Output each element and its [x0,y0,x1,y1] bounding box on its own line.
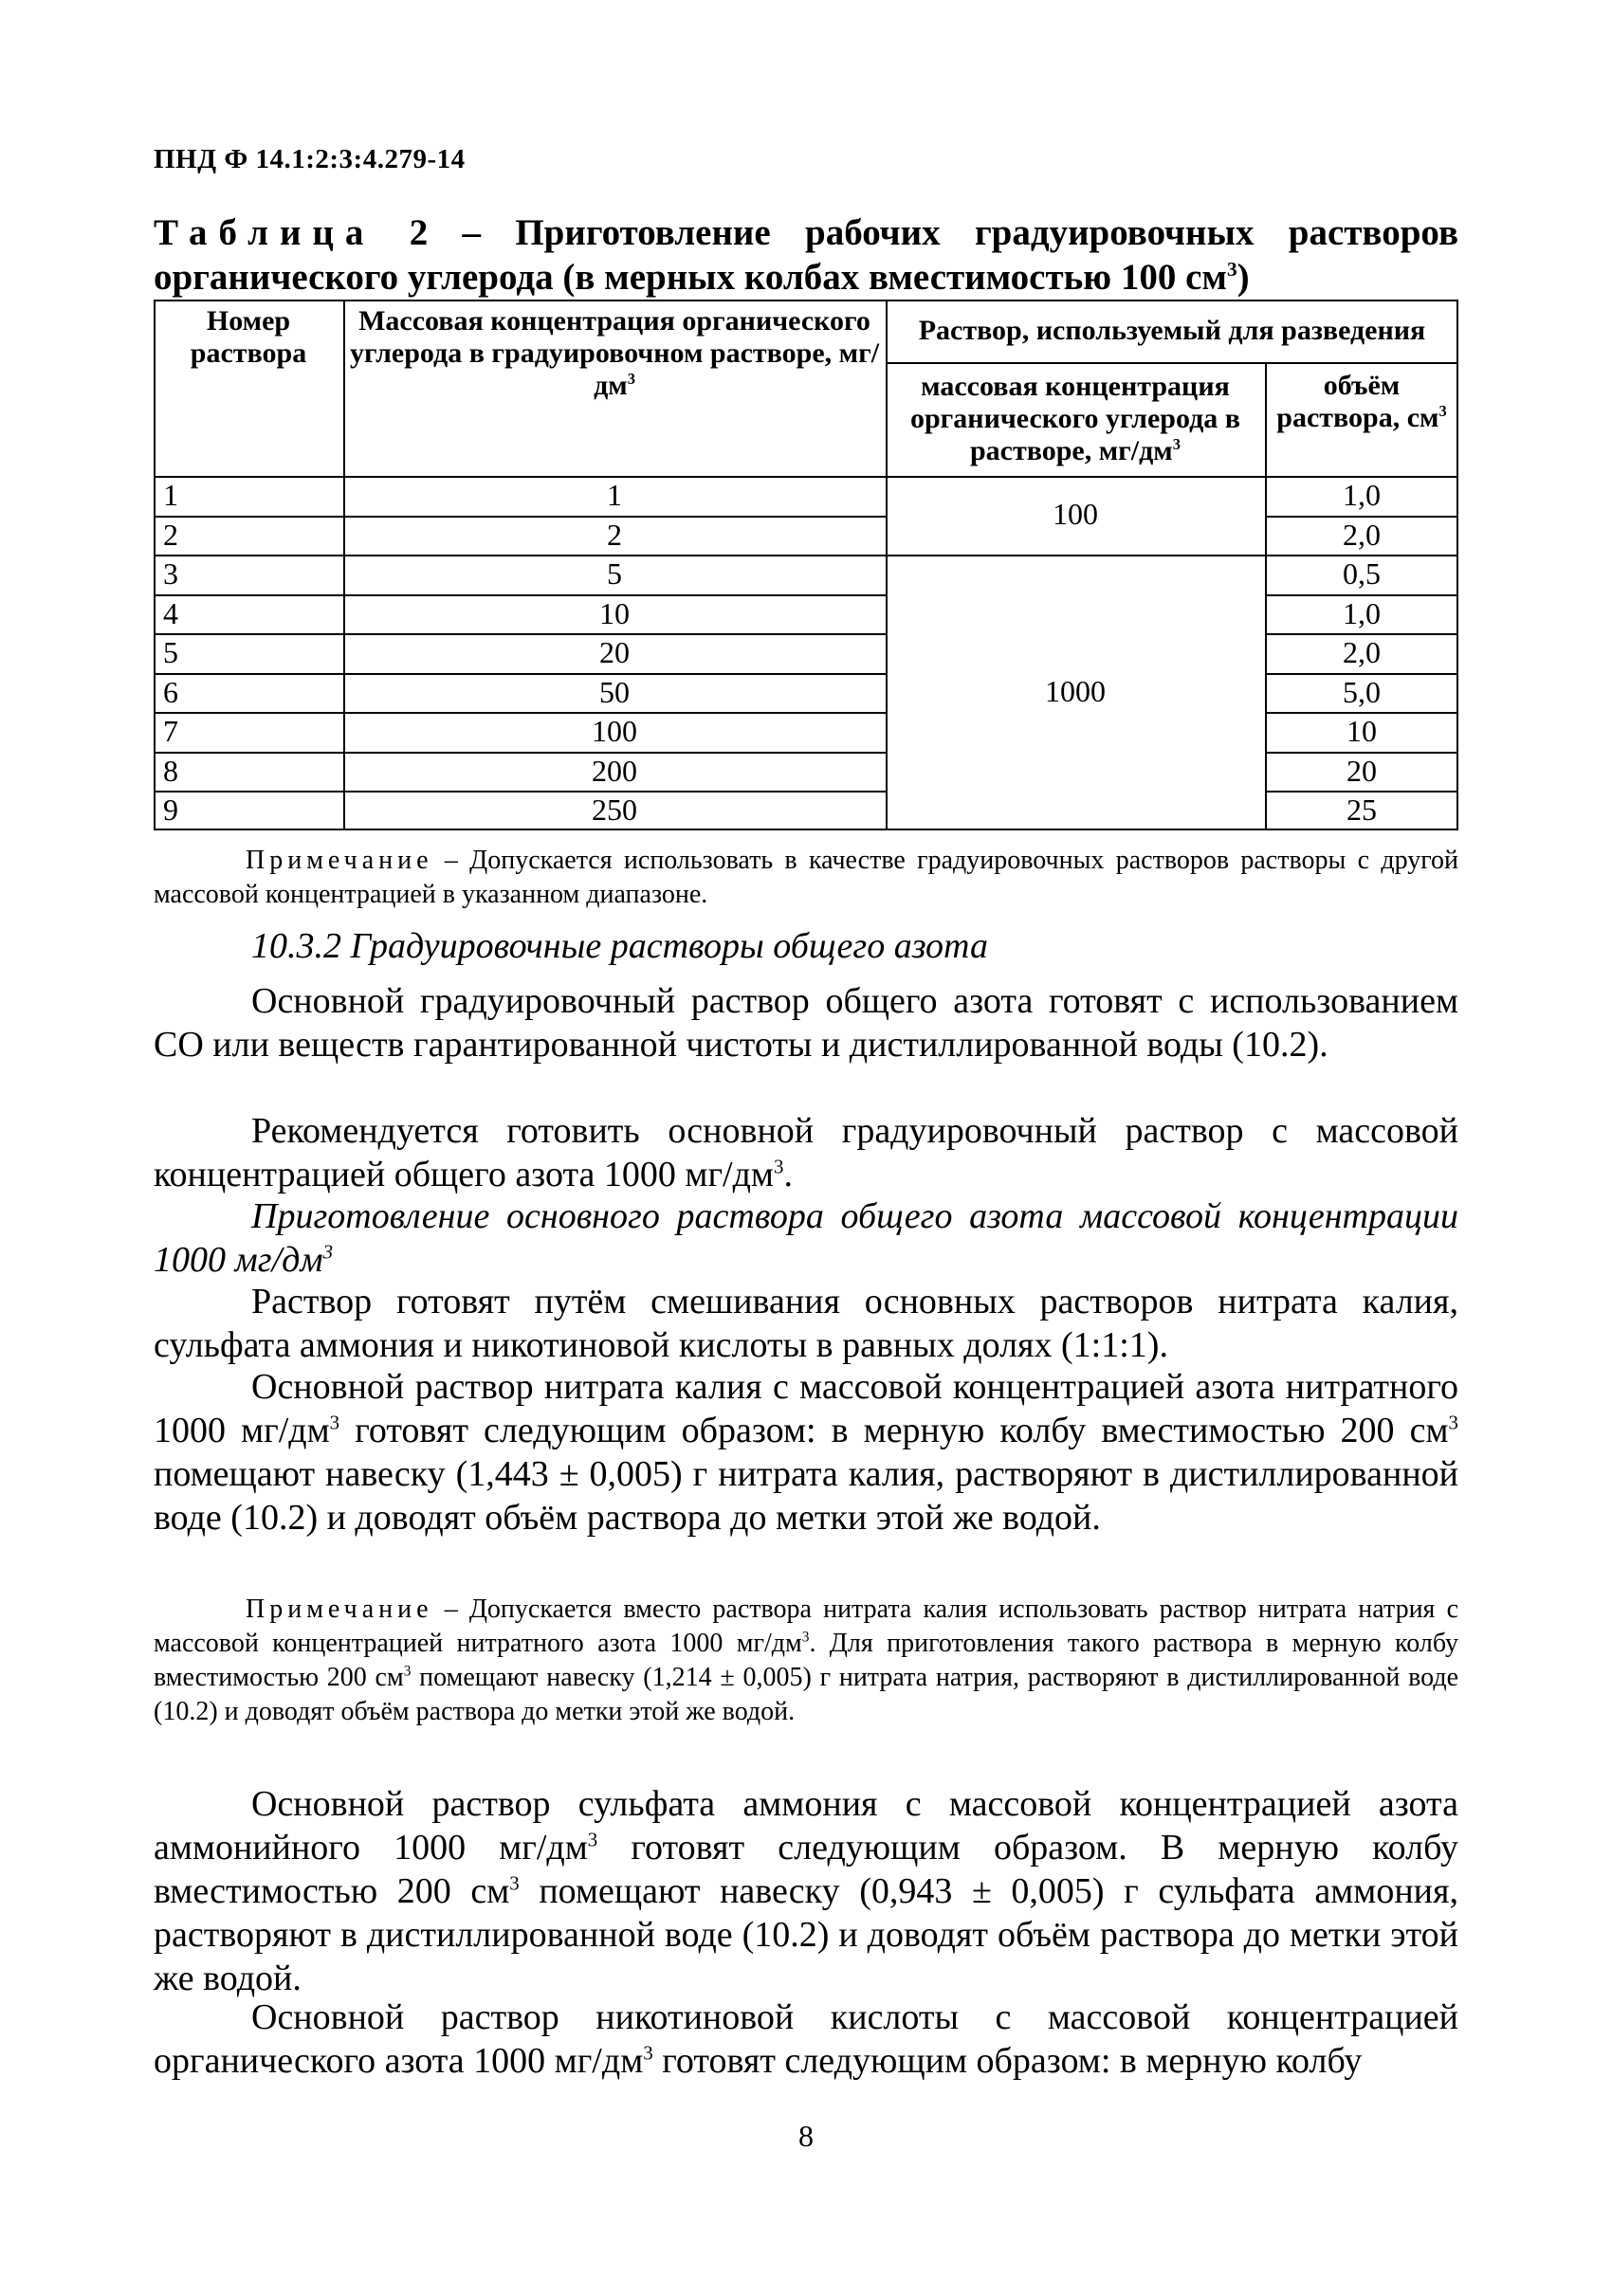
row-divider [154,673,886,675]
col-header-concentration [343,300,886,476]
paragraph-4-text-b: готовят следующим образом: в мерную колбу вместимостью 200 см [339,1411,1449,1450]
paragraph-2-end: . [783,1155,793,1194]
document-header: ПНД Ф 14.1:2:3:4.279-14 [154,144,466,174]
note-1-text: – Допускается использовать в качестве градуировочных растворов растворы с другой массовой концентрацией в указанном диапазоне. [154,846,1458,909]
row-volume-cell: 1,0 [1343,478,1381,513]
merged-cell-1000-text: 1000 [1045,673,1106,708]
italic-subheading-text: Приготовление основного раствора общего азота массовой концентрации 1000 мг/дм [154,1196,1458,1280]
row-divider [154,752,886,754]
row-concentration-cell: 20 [599,635,630,670]
row-volume-cell: 0,5 [1343,556,1381,592]
row-divider [1265,555,1458,556]
row-divider [154,791,886,793]
col-header-number [154,300,343,476]
row-divider [1265,752,1458,754]
row-divider [1265,673,1458,675]
col-header-volume [1265,362,1458,476]
note-1-label: Примечание [246,846,433,875]
paragraph-2-text: Рекомендуется готовить основной градуировочный раствор с массовой концентрацией общего азота 1000 мг/дм [154,1111,1458,1194]
page-number: 8 [798,2119,814,2153]
superscript: 3 [801,1629,810,1646]
row-divider [154,594,886,596]
paragraph-5-text-a: Основной раствор сульфата аммония с массовой концентрацией азота аммонийного 1000 мг/дм [154,1784,1458,1868]
row-number-cell: 8 [163,753,178,788]
superscript: 3 [329,1411,340,1434]
italic-subheading [154,1194,1458,1282]
paragraph-1: Основной градуировочный раствор общего азота готовят с использованием СО или веществ гарантированной чистоты и дистиллированной воды (10.2). [154,981,1458,1065]
merged-cell-100-text: 100 [1053,496,1098,531]
col-header-stock-concentration-text [886,371,1265,467]
col-header-number-text: Номер раствора [190,305,307,369]
superscript: 3 [773,1155,784,1178]
col-header-stock-concentration [886,362,1265,476]
row-concentration-cell: 2 [607,517,622,552]
row-divider [886,555,1265,556]
paragraph-6-text-a: Основной раствор никотиновой кислоты с массовой концентрацией органического азота 1000 мг/дм [154,1997,1458,2081]
superscript: 3 [509,1871,520,1895]
table-border-top [154,300,1458,301]
calibration-table [154,300,1458,830]
table-caption-word: Таблица [154,212,376,253]
header-divider [886,362,1458,364]
row-number-cell: 5 [163,635,178,670]
row-volume-cell: 25 [1346,793,1377,828]
paragraph-2 [154,1109,1458,1196]
paragraph-6 [154,1995,1458,2083]
paragraph-3: Раствор готовят путём смешивания основных растворов нитрата калия, сульфата аммония и никотиновой кислоты в равных долях (1:1:1). [154,1282,1458,1365]
group-header-dilution-text: Раствор, используемый для разведения [918,315,1426,346]
row-divider [1265,516,1458,518]
row-volume-cell: 2,0 [1343,517,1381,552]
column-divider [1265,362,1267,830]
note-2-label: Примечание [246,1594,433,1624]
col-header-stock-label: массовая концентрация органического углерода в растворе, мг/дм [909,371,1240,466]
section-heading: 10.3.2 Градуировочные растворы общего азота [251,926,988,966]
row-divider [154,555,886,556]
note-2-text-c: помещают навеску (1,214 ± 0,005) г нитрата натрия, растворяют в дистиллированной воде (10.2) и доводят объём раствора до метки этой же водой. [154,1663,1458,1726]
row-volume-cell: 2,0 [1343,635,1381,670]
row-concentration-cell: 1 [607,478,622,513]
row-divider [1265,791,1458,793]
header-bottom-divider [154,476,1458,478]
col-header-volume-label: объём раствора, см [1276,370,1439,433]
row-volume-cell: 20 [1346,753,1377,788]
superscript: 3 [403,1663,412,1680]
superscript: 3 [322,1240,334,1264]
row-number-cell: 1 [163,478,178,513]
table-caption-title: 2 – Приготовление рабочих градуировочных растворов [409,212,1459,253]
superscript: 3 [587,1828,598,1851]
paragraph-5 [154,1782,1458,2000]
row-concentration-cell: 5 [607,556,622,592]
table-caption-text: органического углерода (в мерных колбах вместимостью 100 см [154,257,1227,298]
row-number-cell: 2 [163,517,178,552]
table-caption-end: ) [1236,257,1250,298]
row-number-cell: 6 [163,674,178,709]
paragraph-5-text-c: помещают навеску (0,943 ± 0,005) г сульфата аммония, растворяют в дистиллированной воде (10.2) и доводят объём раствора до метки этой же водой. [154,1871,1458,1998]
col-header-concentration-text [343,305,886,402]
merged-cell-1000 [886,552,1265,830]
row-number-cell: 7 [163,714,178,749]
table-border-bottom [154,829,1458,830]
paragraph-4-text-a: Основной раствор нитрата калия с массовой концентрацией азота нитратного 1000 мг/дм [154,1367,1458,1450]
superscript: 3 [1448,1411,1458,1434]
row-divider [154,516,886,518]
merged-cell-100 [886,476,1265,552]
paragraph-6-text-b: готовят следующим образом: в мерную колбу [652,2041,1363,2081]
row-volume-cell: 5,0 [1343,674,1381,709]
note-2-text-b: . Для приготовления такого раствора в мерную колбу вместимостью 200 см [154,1629,1458,1692]
row-volume-cell: 10 [1346,714,1377,749]
superscript: 3 [1172,435,1181,453]
paragraph-4-text-c: помещают навеску (1,443 ± 0,005) г нитрата калия, растворяют в дистиллированной воде (10.2) и доводят объём раствора до метки этой же водой. [154,1454,1458,1538]
paragraph-4 [154,1365,1458,1540]
row-divider [1265,633,1458,635]
superscript: 3 [1226,258,1237,281]
note-1 [154,844,1458,912]
row-divider [154,712,886,714]
table-caption-line2 [154,255,1458,300]
row-concentration-cell: 100 [592,714,637,749]
row-concentration-cell: 10 [599,595,630,630]
superscript: 3 [1438,402,1447,420]
row-divider [1265,594,1458,596]
group-header-dilution [886,300,1458,362]
note-2-text-a: – Допускается вместо раствора нитрата калия использовать раствор нитрата натрия с массовой концентрацией нитратного азота 1000 мг/дм [154,1594,1458,1658]
row-divider [1265,712,1458,714]
row-concentration-cell: 200 [592,753,637,788]
row-number-cell: 9 [163,793,178,828]
row-divider [154,633,886,635]
row-number-cell: 4 [163,595,178,630]
col-header-concentration-label: Массовая концентрация органического углерода в градуировочном растворе, мг/дм [349,305,880,401]
row-concentration-cell: 250 [592,793,637,828]
paragraph-5-text-b: готовят следующим образом. В мерную колбу вместимостью 200 см [154,1828,1459,1911]
col-header-volume-text [1265,370,1458,434]
row-number-cell: 3 [163,556,178,592]
row-volume-cell: 1,0 [1343,595,1381,630]
row-concentration-cell: 50 [599,674,630,709]
column-divider [886,300,888,830]
superscript: 3 [627,370,635,388]
note-2 [154,1593,1458,1729]
table-caption-line1 [154,210,1458,255]
superscript: 3 [643,2041,653,2065]
